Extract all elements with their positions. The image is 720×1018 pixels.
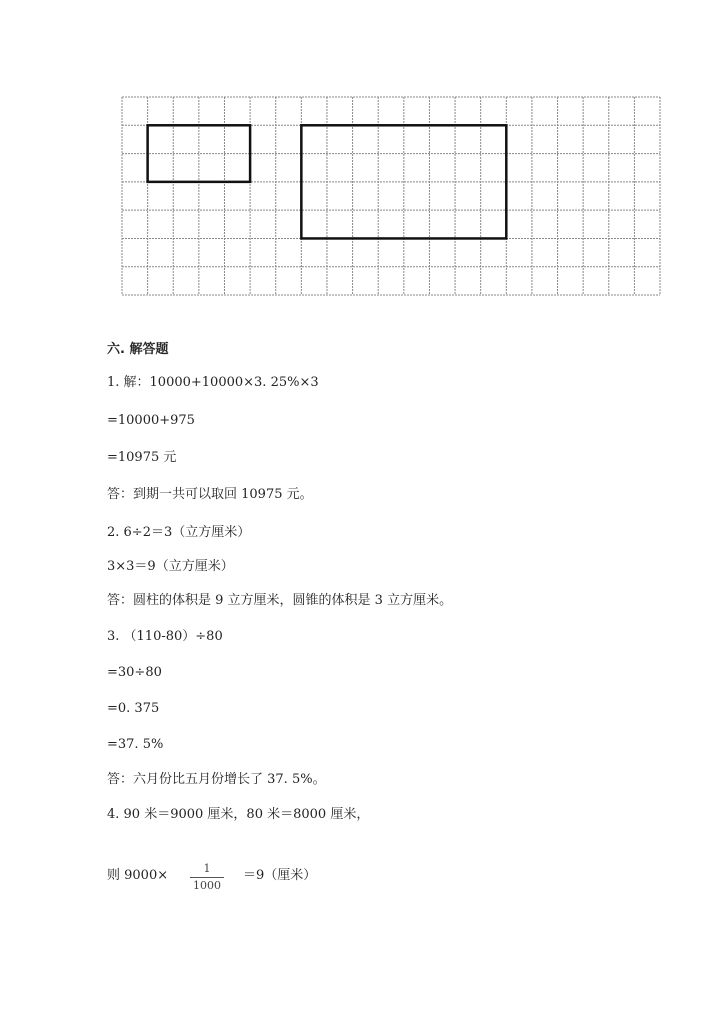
answer-line: 答：圆柱的体积是 9 立方厘米，圆锥的体积是 3 立方厘米。 bbox=[107, 593, 453, 608]
answer-line: 1. 解：10000+10000×3. 25%×3 bbox=[107, 375, 319, 390]
fraction-denominator: 1000 bbox=[193, 879, 221, 892]
answer-line: =10000+975 bbox=[107, 413, 195, 428]
answer-line: =0. 375 bbox=[107, 701, 160, 716]
answer-line: 4. 90 米＝9000 厘米，80 米＝8000 厘米， bbox=[107, 807, 370, 822]
answer-line: 答：六月份比五月份增长了 37. 5%。 bbox=[107, 772, 326, 787]
fraction-numerator: 1 bbox=[190, 862, 224, 878]
answer-line: =37. 5% bbox=[107, 737, 164, 752]
answer-line-suffix: ＝9（厘米） bbox=[243, 868, 317, 883]
grid-figure bbox=[0, 0, 720, 320]
fraction bbox=[190, 862, 224, 893]
answer-line: =30÷80 bbox=[107, 665, 162, 680]
answer-line: 3. （110-80）÷80 bbox=[107, 629, 223, 644]
answer-line: 答：到期一共可以取回 10975 元。 bbox=[107, 487, 313, 502]
answer-line: 3×3＝9（立方厘米） bbox=[107, 559, 234, 574]
answer-line: =10975 元 bbox=[107, 450, 177, 465]
answer-line: 2. 6÷2＝3（立方厘米） bbox=[107, 525, 251, 540]
answer-line-prefix: 则 9000× bbox=[107, 868, 169, 883]
section-title: 六. 解答题 bbox=[107, 342, 169, 357]
